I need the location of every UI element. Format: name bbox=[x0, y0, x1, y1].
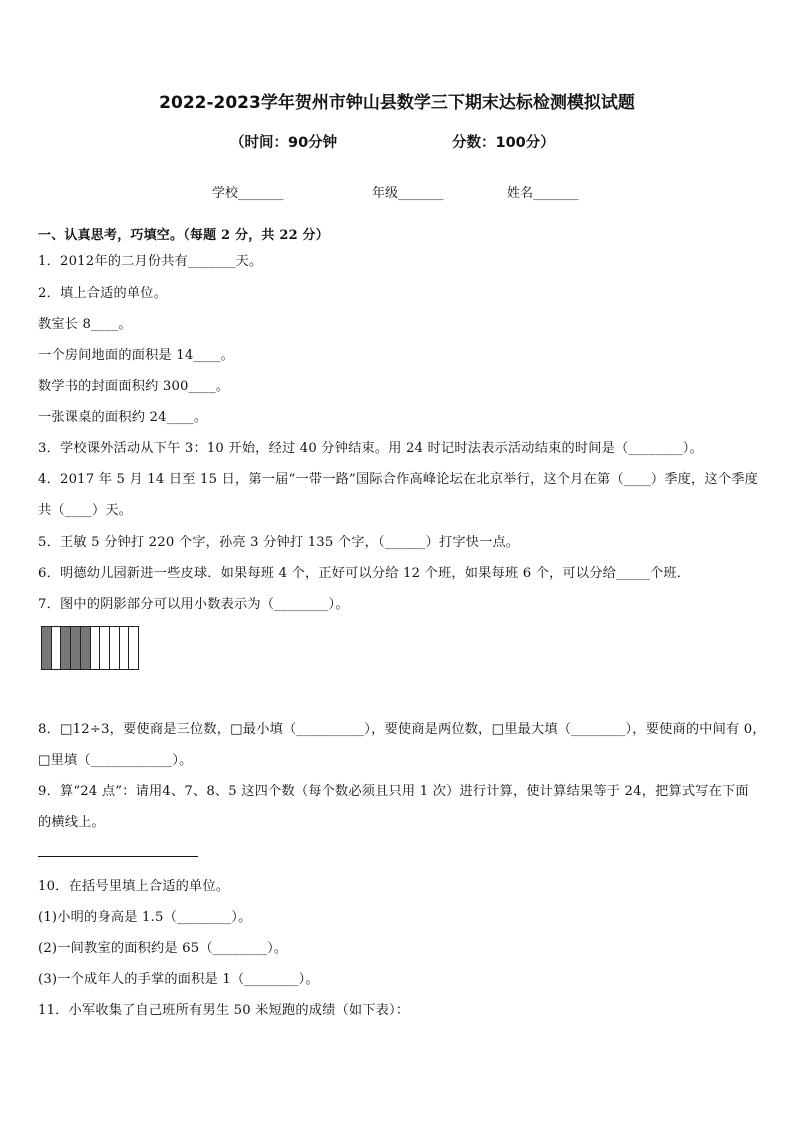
school-field: 学校_______ bbox=[212, 186, 284, 201]
exam-time: （时间：90分钟 bbox=[230, 135, 338, 151]
blank-strip bbox=[110, 627, 120, 669]
name-field: 姓名_______ bbox=[507, 186, 579, 201]
shaded-bars-figure bbox=[41, 626, 139, 670]
question-2d: 一张课桌的面积约 24____。 bbox=[38, 410, 208, 425]
question-10: 10．在括号里填上合适的单位。 bbox=[38, 879, 230, 894]
shaded-strip bbox=[71, 627, 81, 669]
exam-title: 2022-2023学年贺州市钟山县数学三下期末达标检测模拟试题 bbox=[159, 93, 635, 113]
shaded-strip bbox=[42, 627, 52, 669]
blank-strip bbox=[129, 627, 138, 669]
grade-field: 年级_______ bbox=[372, 186, 444, 201]
question-6: 6．明德幼儿园新进一些皮球．如果每班 4 个，正好可以分给 12 个班，如果每班 6 个，可以分给_____个班． bbox=[38, 566, 691, 581]
question-7: 7．图中的阴影部分可以用小数表示为（________）。 bbox=[38, 597, 349, 612]
question-2a: 教室长 8____。 bbox=[38, 317, 132, 332]
shaded-strip bbox=[61, 627, 71, 669]
question-4-line2: 共（____）天。 bbox=[38, 503, 133, 518]
blank-strip bbox=[52, 627, 62, 669]
shaded-strip bbox=[81, 627, 91, 669]
exam-score: 分数：100分） bbox=[452, 135, 555, 151]
section-heading: 一、认真思考，巧填空。（每题 2 分，共 22 分） bbox=[38, 228, 329, 243]
question-2b: 一个房间地面的面积是 14____。 bbox=[38, 348, 235, 363]
blank-strip bbox=[100, 627, 110, 669]
question-10-1: (1)小明的身高是 1.5（________）。 bbox=[38, 910, 252, 925]
question-9-line2: 的横线上。 bbox=[38, 815, 105, 830]
question-10-2: (2)一间教室的面积约是 65（________）。 bbox=[38, 941, 288, 956]
answer-line bbox=[38, 856, 198, 857]
question-9-line1: 9．算“24 点”：请用4、7、8、5 这四个数（每个数必须且只用 1 次）进行计算，使计算结果等于 24，把算式写在下面 bbox=[38, 784, 749, 799]
question-5: 5．王敏 5 分钟打 220 个字，孙亮 3 分钟打 135 个字，（______）打字快一点。 bbox=[38, 535, 520, 550]
blank-strip bbox=[91, 627, 101, 669]
question-1: 1．2012年的二月份共有_______天。 bbox=[38, 254, 263, 269]
question-10-3: (3)一个成年人的手掌的面积是 1（________）。 bbox=[38, 972, 319, 987]
question-8-line1: 8．□12÷3，要使商是三位数，□最小填（__________），要使商是两位数，□里最大填（________），要使商的中间有 0， bbox=[38, 722, 766, 737]
question-11: 11．小军收集了自己班所有男生 50 米短跑的成绩（如下表）： bbox=[38, 1003, 410, 1018]
question-4-line1: 4．2017 年 5 月 14 日至 15 日，第一届“一带一路”国际合作高峰论坛在北京举行，这个月在第（____）季度，这个季度 bbox=[38, 472, 758, 487]
question-2c: 数学书的封面面积约 300____。 bbox=[38, 379, 230, 394]
question-2: 2．填上合适的单位。 bbox=[38, 286, 168, 301]
question-8-line2: □里填（____________）。 bbox=[38, 753, 193, 768]
blank-strip bbox=[120, 627, 130, 669]
question-3: 3．学校课外活动从下午 3：10 开始，经过 40 分钟结束。用 24 时记时法表示活动结束的时间是（________）。 bbox=[38, 441, 703, 456]
